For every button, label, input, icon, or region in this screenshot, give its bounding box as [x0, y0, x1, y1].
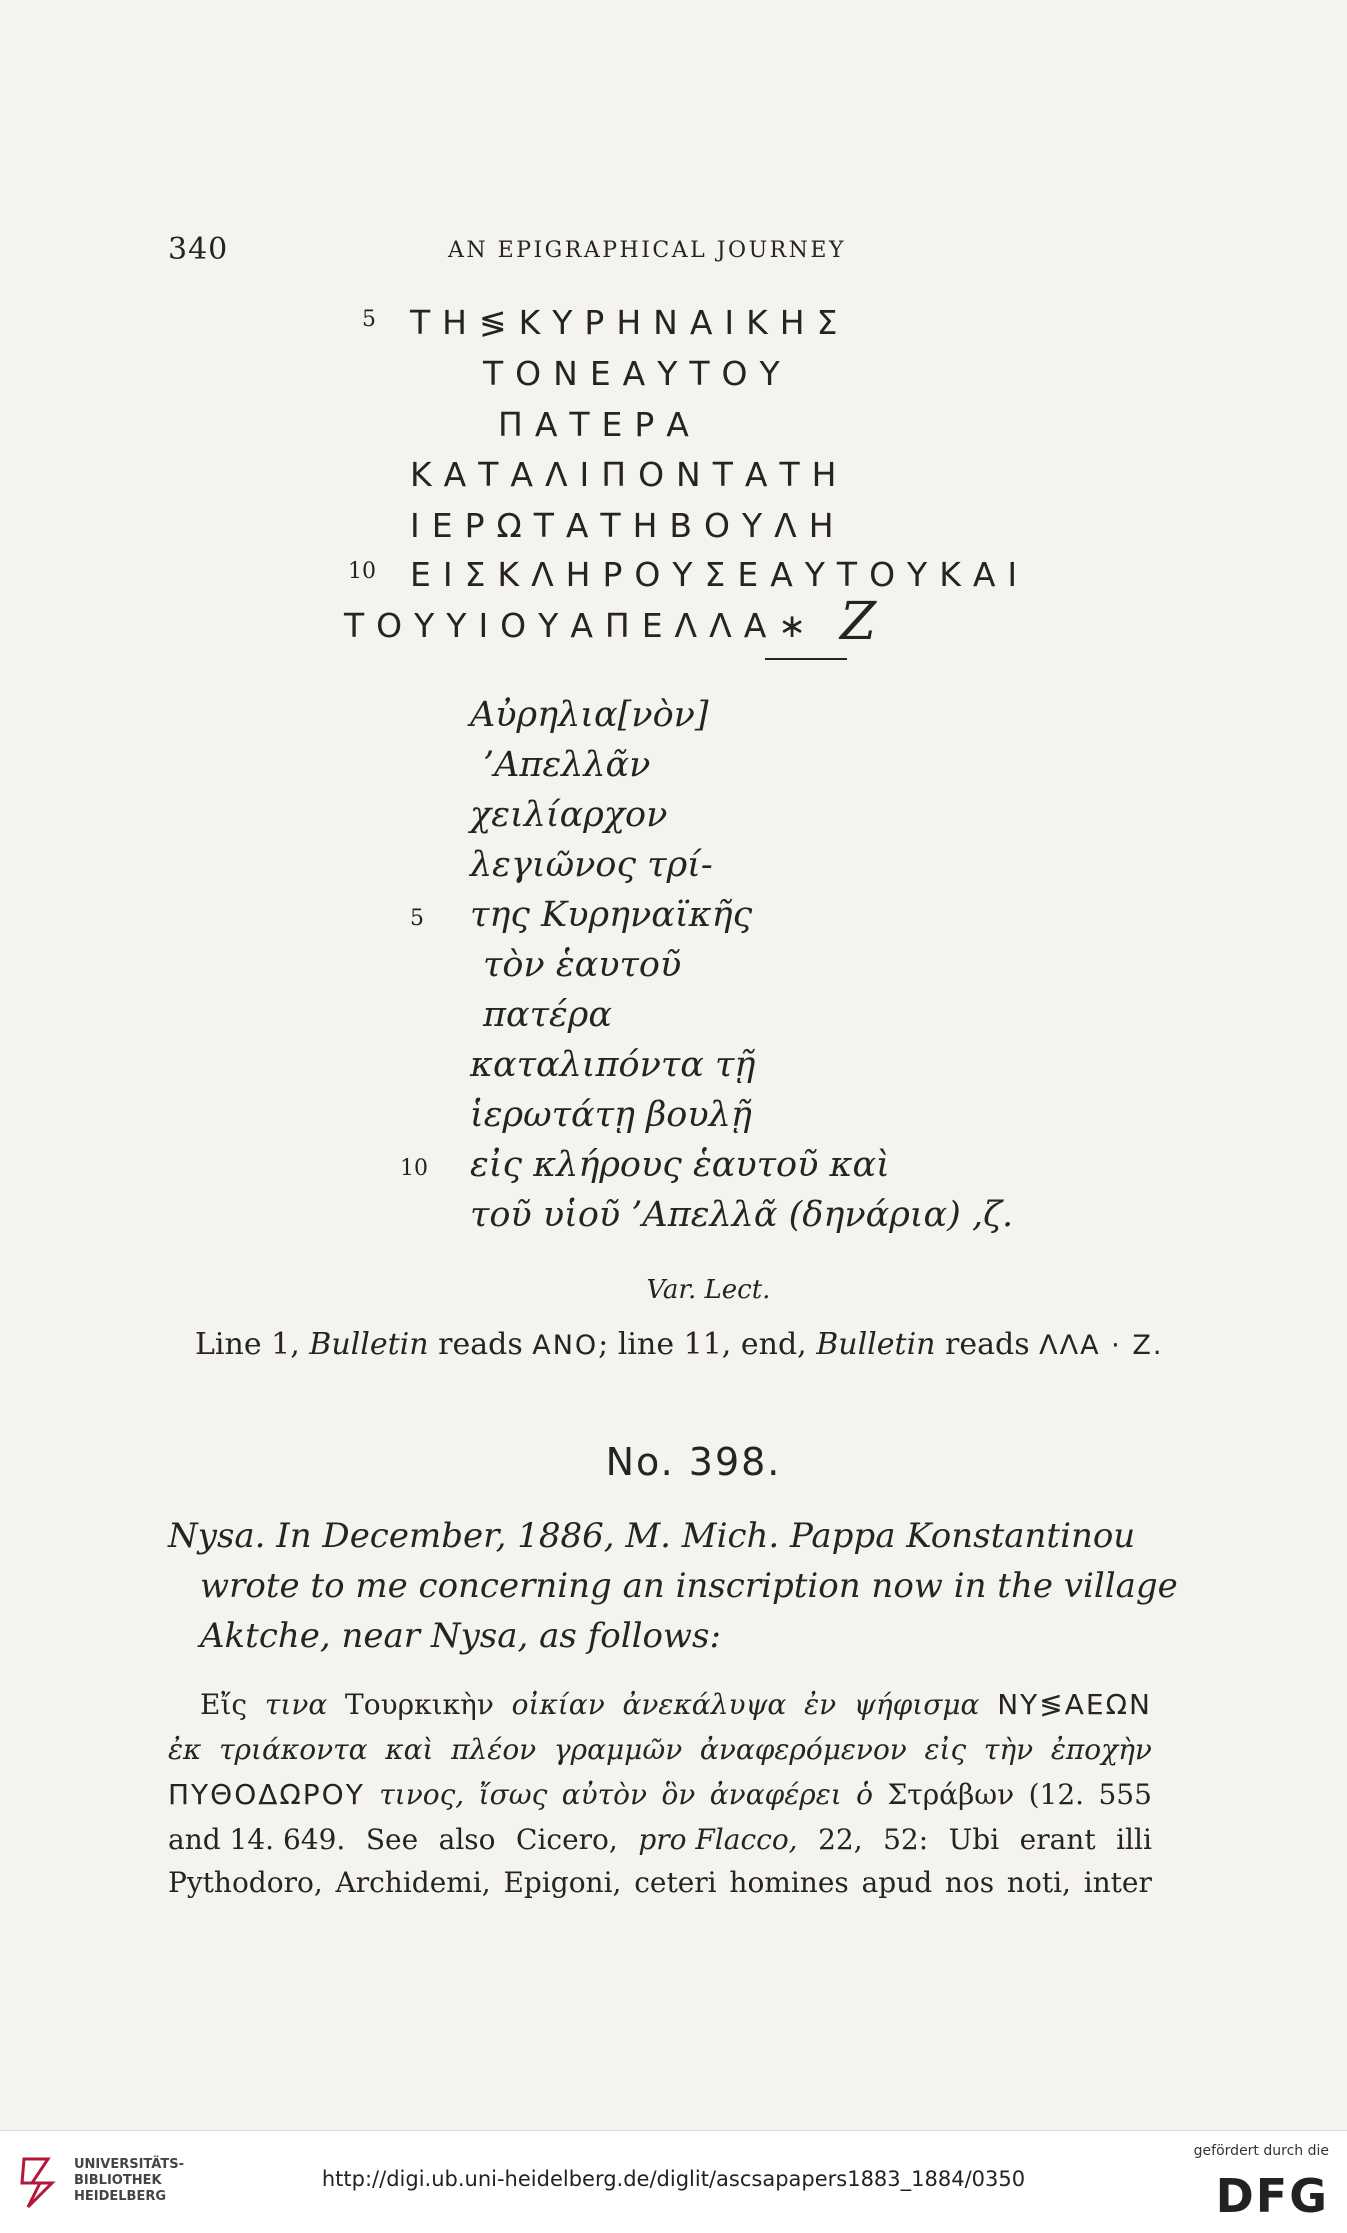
- body-line: Εἴς τινα Τουρκικὴν οἰκίαν ἀνεκάλυψα ἐν ψήφισμα ΝΥ≶ΑΕΩΝ: [200, 1688, 1152, 1721]
- capital-line: ΤΗ≶ΚΥΡΗΝΑΙΚΗΣ: [410, 303, 850, 342]
- dfg-logo: DFG: [1215, 2169, 1329, 2223]
- greek-line: τοῦ υἱοῦ ’Απελλᾶ (δηνάρια) ,ζ.: [470, 1195, 1014, 1235]
- source-url-link[interactable]: http://digi.ub.uni-heidelberg.de/diglit/ascsapapers1883_1884/0350: [321, 2167, 1026, 2191]
- funded-by-label: gefördert durch die: [1193, 2143, 1329, 2159]
- greek-line: χειλίαρχον: [470, 795, 668, 835]
- capital-line: ΤΟΥΥΙΟΥΑΠΕΛΛΑ∗: [344, 606, 818, 645]
- note-reading: ΑΝΟ: [532, 1330, 599, 1361]
- body-line: ΠΥΘΟΔΩΡΟΥ τινος, ἴσως αὐτὸν ὃν ἀναφέρει ὁ Στράβων (12. 555: [168, 1778, 1152, 1811]
- intro-line: Nysa. In December, 1886, M. Mich. Pappa Konstantinou: [168, 1516, 1136, 1556]
- line-number: 10: [400, 1156, 428, 1181]
- greek-line: ἱερωτάτῃ βουλῇ: [470, 1095, 752, 1135]
- line-number: 5: [362, 307, 376, 332]
- running-title: AN EPIGRAPHICAL JOURNEY: [448, 238, 847, 263]
- capital-line: ΤΟΝΕΑΥΤΟΥ: [483, 354, 792, 393]
- final-numeral-mark: Ζ: [840, 592, 877, 652]
- variant-reading-note: [195, 1327, 1163, 1362]
- note-reading: ΛΛΑ · Ζ.: [1039, 1330, 1164, 1361]
- line-number: 5: [410, 906, 424, 931]
- greek-line: καταλιπόντα τῇ: [470, 1045, 756, 1085]
- page-number: 340: [168, 232, 229, 267]
- greek-line: εἰς κλήρους ἑαυτοῦ καὶ: [470, 1145, 890, 1185]
- intro-line: Aktche, near Nysa, as follows:: [200, 1616, 721, 1656]
- intro-line: wrote to me concerning an inscription now in the village: [200, 1566, 1178, 1606]
- digitization-footer: [0, 2130, 1347, 2233]
- greek-line: της Κυρηναϊκῆς: [470, 895, 753, 935]
- page-header: [168, 232, 1168, 272]
- greek-line: Αὐρηλια[νὸν]: [470, 695, 709, 735]
- note-text: ; line 11, end,: [598, 1327, 817, 1362]
- entry-title: No. 398.: [605, 1440, 782, 1484]
- capital-line: ΠΑΤΕΡΑ: [498, 405, 701, 444]
- capital-line: ΙΕΡΩΤΑΤΗΒΟΥΛΗ: [410, 506, 846, 545]
- line-number: 10: [348, 559, 376, 584]
- variae-lectiones-heading: Var. Lect.: [646, 1275, 771, 1305]
- greek-line: πατέρα: [483, 995, 612, 1035]
- note-text: Line 1,: [195, 1327, 310, 1362]
- library-name: UNIVERSITÄTS- BIBLIOTHEK HEIDELBERG: [74, 2157, 184, 2204]
- note-text: reads: [935, 1327, 1040, 1362]
- greek-line: λεγιῶνος τρί-: [470, 845, 713, 885]
- greek-line: τὸν ἑαυτοῦ: [483, 945, 682, 985]
- capital-line: ΚΑΤΑΛΙΠΟΝΤΑΤΗ: [410, 455, 849, 494]
- capital-line: ΕΙΣΚΛΗΡΟΥΣΕΑΥΤΟΥΚΑΙ: [410, 555, 1030, 594]
- body-line: and 14. 649. See also Cicero, pro Flacco, 22, 52: Ubi erant illi: [168, 1823, 1152, 1856]
- underline-stroke: [765, 658, 847, 660]
- note-text: reads: [428, 1327, 533, 1362]
- body-line: ἐκ τριάκοντα καὶ πλέον γραμμῶν ἀναφερόμενον εἰς τὴν ἐποχὴν: [168, 1733, 1152, 1766]
- greek-line: ’Απελλᾶν: [483, 745, 651, 785]
- note-source: Bulletin: [309, 1327, 429, 1362]
- note-source: Bulletin: [816, 1327, 936, 1362]
- body-line: Pythodoro, Archidemi, Epigoni, ceteri homines apud nos noti, inter: [168, 1866, 1152, 1899]
